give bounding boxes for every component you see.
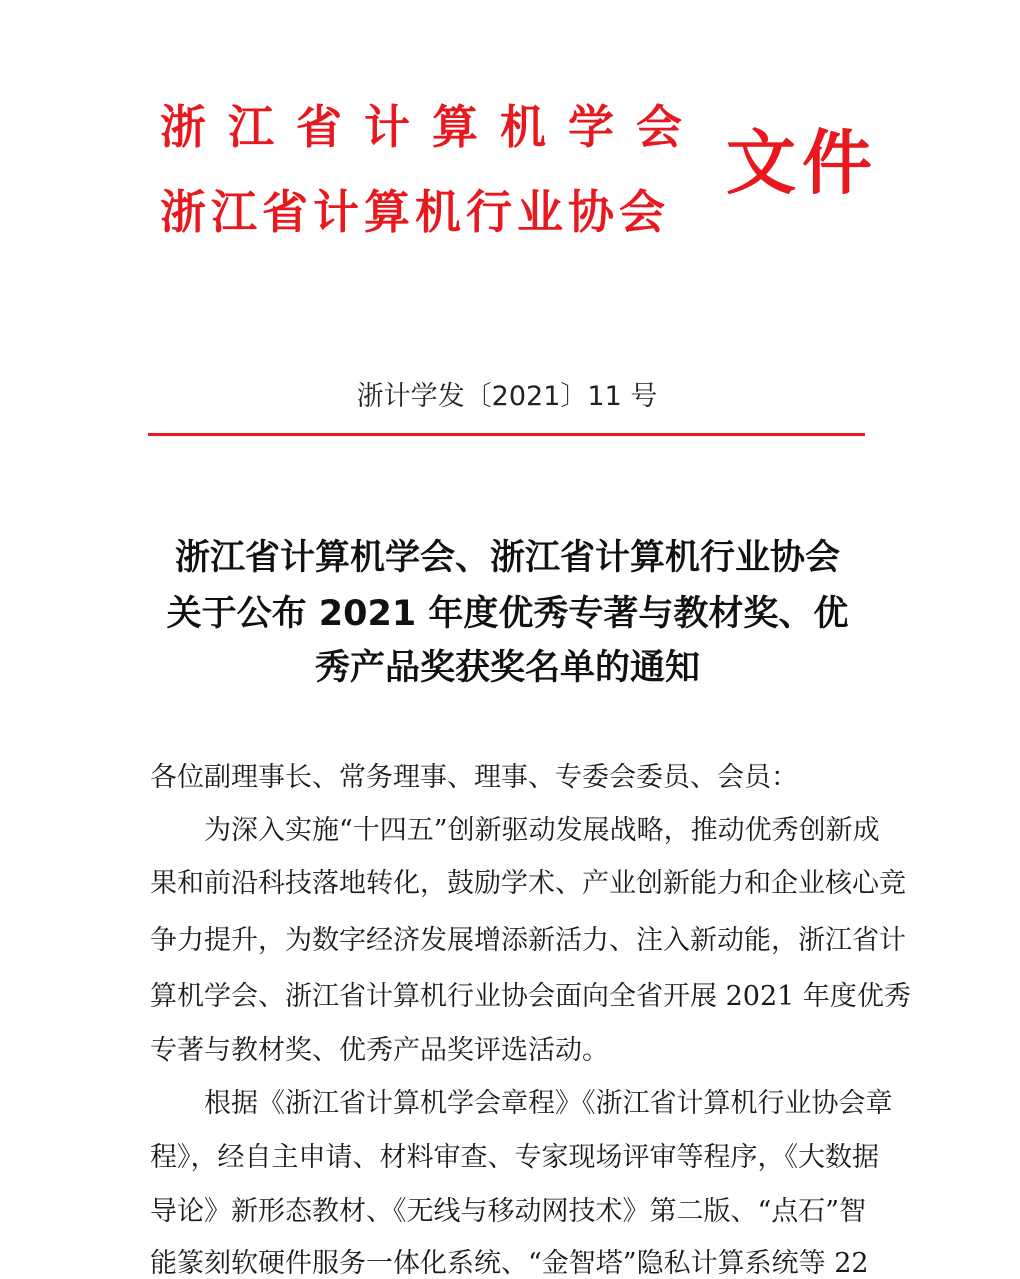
document-type-label: 文件 <box>726 121 878 204</box>
paragraph-2-line: 程》，经自主申请、材料审查、专家现场评审等程序，《大数据 <box>150 1142 879 1173</box>
paragraph-1-line: 专著与教材奖、优秀产品奖评选活动。 <box>150 1035 609 1066</box>
org-name-computer-society: 浙江省计算机学会 <box>160 100 704 154</box>
paragraph-1-line: 为深入实施“十四五”创新驱动发展战略，推动优秀创新成 <box>204 815 880 846</box>
notice-title-line-1: 浙江省计算机学会、浙江省计算机行业协会 <box>174 538 840 578</box>
paragraph-2-line: 导论》新形态教材、《无线与移动网技术》第二版、“点石”智 <box>150 1196 867 1227</box>
notice-title-line-3: 秀产品奖获奖名单的通知 <box>314 648 700 688</box>
paragraph-1-line: 果和前沿科技落地转化，鼓励学术、产业创新能力和企业核心竞 <box>150 868 906 899</box>
org-name-computer-industry-association: 浙江省计算机行业协会 <box>160 185 670 239</box>
paragraph-2-line: 能篆刻软硬件服务一体化系统、“金智塔”隐私计算系统等 22 <box>150 1248 869 1279</box>
paragraph-1-line: 算机学会、浙江省计算机行业协会面向全省开展 2021 年度优秀 <box>150 981 911 1012</box>
red-divider-line <box>148 433 865 436</box>
paragraph-2-line: 根据《浙江省计算机学会章程》《浙江省计算机行业协会章 <box>204 1088 893 1119</box>
paragraph-1-line: 争力提升，为数字经济发展增添新活力、注入新动能，浙江省计 <box>150 925 906 956</box>
notice-title-line-2: 关于公布 2021 年度优秀专著与教材奖、优 <box>166 594 849 634</box>
salutation: 各位副理事长、常务理事、理事、专委会委员、会员： <box>150 762 798 793</box>
document-number: 浙计学发〔2021〕11 号 <box>356 381 658 412</box>
